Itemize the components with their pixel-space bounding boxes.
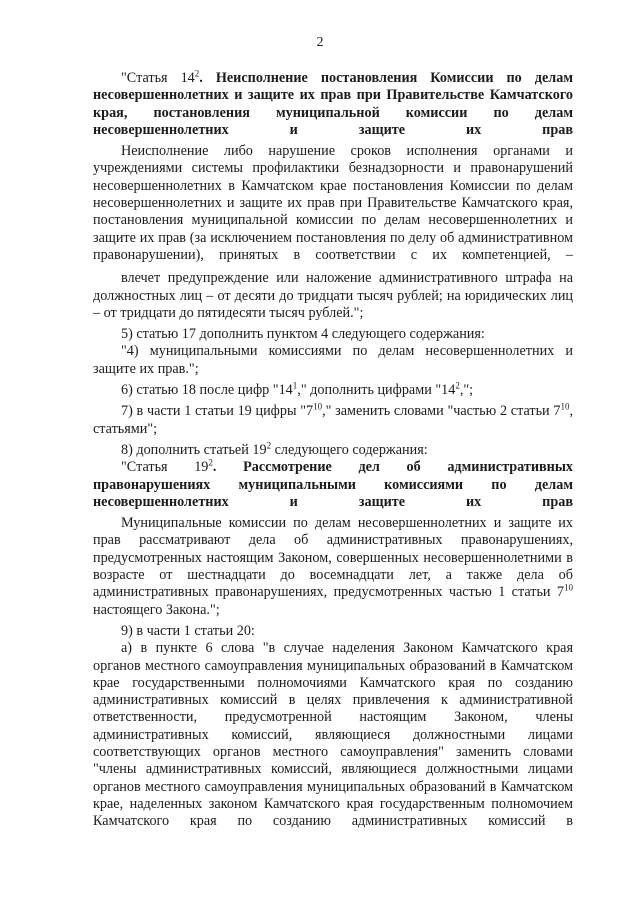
superscript: 2	[208, 457, 213, 468]
item-6-part-a: 6) статью 18 после цифр "14	[121, 382, 293, 399]
item-5-intro: 5) статью 17 дополнить пунктом 4 следующего содержания:	[121, 326, 485, 343]
article-14-2-heading-text: . Неисполнение постановления Комиссии по делам несовершеннолетних и защите их прав при Правительстве Камчатского края, постановления муниципальной комиссии по делам несовершеннолетних и защите их прав	[93, 70, 573, 138]
superscript: 2	[455, 380, 460, 391]
superscript: 1	[292, 380, 298, 391]
item-7	[93, 403, 573, 438]
item-8-intro	[93, 442, 573, 459]
item-6	[93, 382, 573, 399]
item-9-intro: 9) в части 1 статьи 20:	[121, 622, 255, 639]
superscript: 2	[194, 68, 200, 79]
superscript: 10	[313, 401, 323, 412]
article-19-2-heading-prefix: "Статья 19	[121, 459, 209, 476]
article-14-2-heading	[93, 70, 573, 139]
item-8-intro-part-b: следующего содержания:	[271, 441, 428, 458]
item-8-intro-part-a: 8) дополнить статьей 19	[121, 441, 267, 458]
item-7-part-b: ," заменить словами "частью 2 статьи 7	[322, 403, 561, 420]
article-14-2-heading-prefix: "Статья 14	[121, 70, 195, 86]
superscript: 10	[564, 582, 573, 593]
superscript: 2	[266, 440, 272, 451]
article-19-2-heading	[93, 459, 573, 511]
item-5-text: "4) муниципальными комиссиями по делам несовершеннолетних и защите их прав.";	[93, 343, 573, 377]
superscript: 10	[560, 401, 570, 412]
document-body	[93, 70, 573, 830]
article-14-2-paragraph-2: влечет предупреждение или наложение административного штрафа на должностных лиц – от десяти до тридцати тысяч рублей; на юридических лиц – от тридцати до пятидесяти тысяч рублей.";	[93, 270, 573, 321]
item-6-part-b: ," дополнить цифрами "14	[297, 382, 456, 399]
item-9-subitem-a: а) в пункте 6 слова "в случае наделения Законом Камчатского края органов местного самоуправления муниципальных образований в Камчатском крае государственными полномочиями Камчатского края по созданию административных комиссий в целях привлечения к административной ответственности, предусмотренной настоящим Законом, члены административных комиссий, являющиеся должностными лицами соответствующих органов местного самоуправления" заменить словами "члены административных комиссий, являющиеся должностными лицами органов местного самоуправления муниципальных образований в Камчатском крае, наделенных законом Камчатского края государственным полномочием Камчатского края по созданию административных комиссий в	[93, 640, 573, 830]
item-7-part-a: 7) в части 1 статьи 19 цифры "7	[121, 403, 314, 420]
item-6-part-c: ,";	[459, 382, 474, 399]
item-7-part-c: , статьями";	[93, 403, 573, 437]
article-19-2-paragraph-part-a: Муниципальные комиссии по делам несовершеннолетних и защите их прав рассматривают дела об административных правонарушениях, предусмотренных настоящим Законом, совершенных несовершеннолетними в возрасте от шестнадцати до восемнадцати лет, а также дела об административных правонарушениях, предусмотренных частью 1 статьи 7	[93, 515, 573, 601]
article-14-2-paragraph-1: Неисполнение либо нарушение сроков исполнения органами и учреждениями системы профилактики безнадзорности и правонарушений несовершеннолетних в Камчатском крае постановления Комиссии по делам несовершеннолетних и защите их прав при Правительстве Камчатского края, постановления муниципальной комиссии по делам несовершеннолетних и защите их прав (за исключением постановления по делу об административном правонарушении), принятых в соответствии с их компетенцией, –	[93, 143, 573, 263]
article-19-2-heading-text: . Рассмотрение дел об административных правонарушениях муниципальными комиссиями по делам несовершеннолетних и защите их прав	[93, 459, 574, 510]
article-19-2-paragraph-part-b: настоящего Закона.";	[93, 601, 220, 618]
page-number: 2	[316, 35, 324, 50]
article-19-2-paragraph	[93, 515, 573, 619]
